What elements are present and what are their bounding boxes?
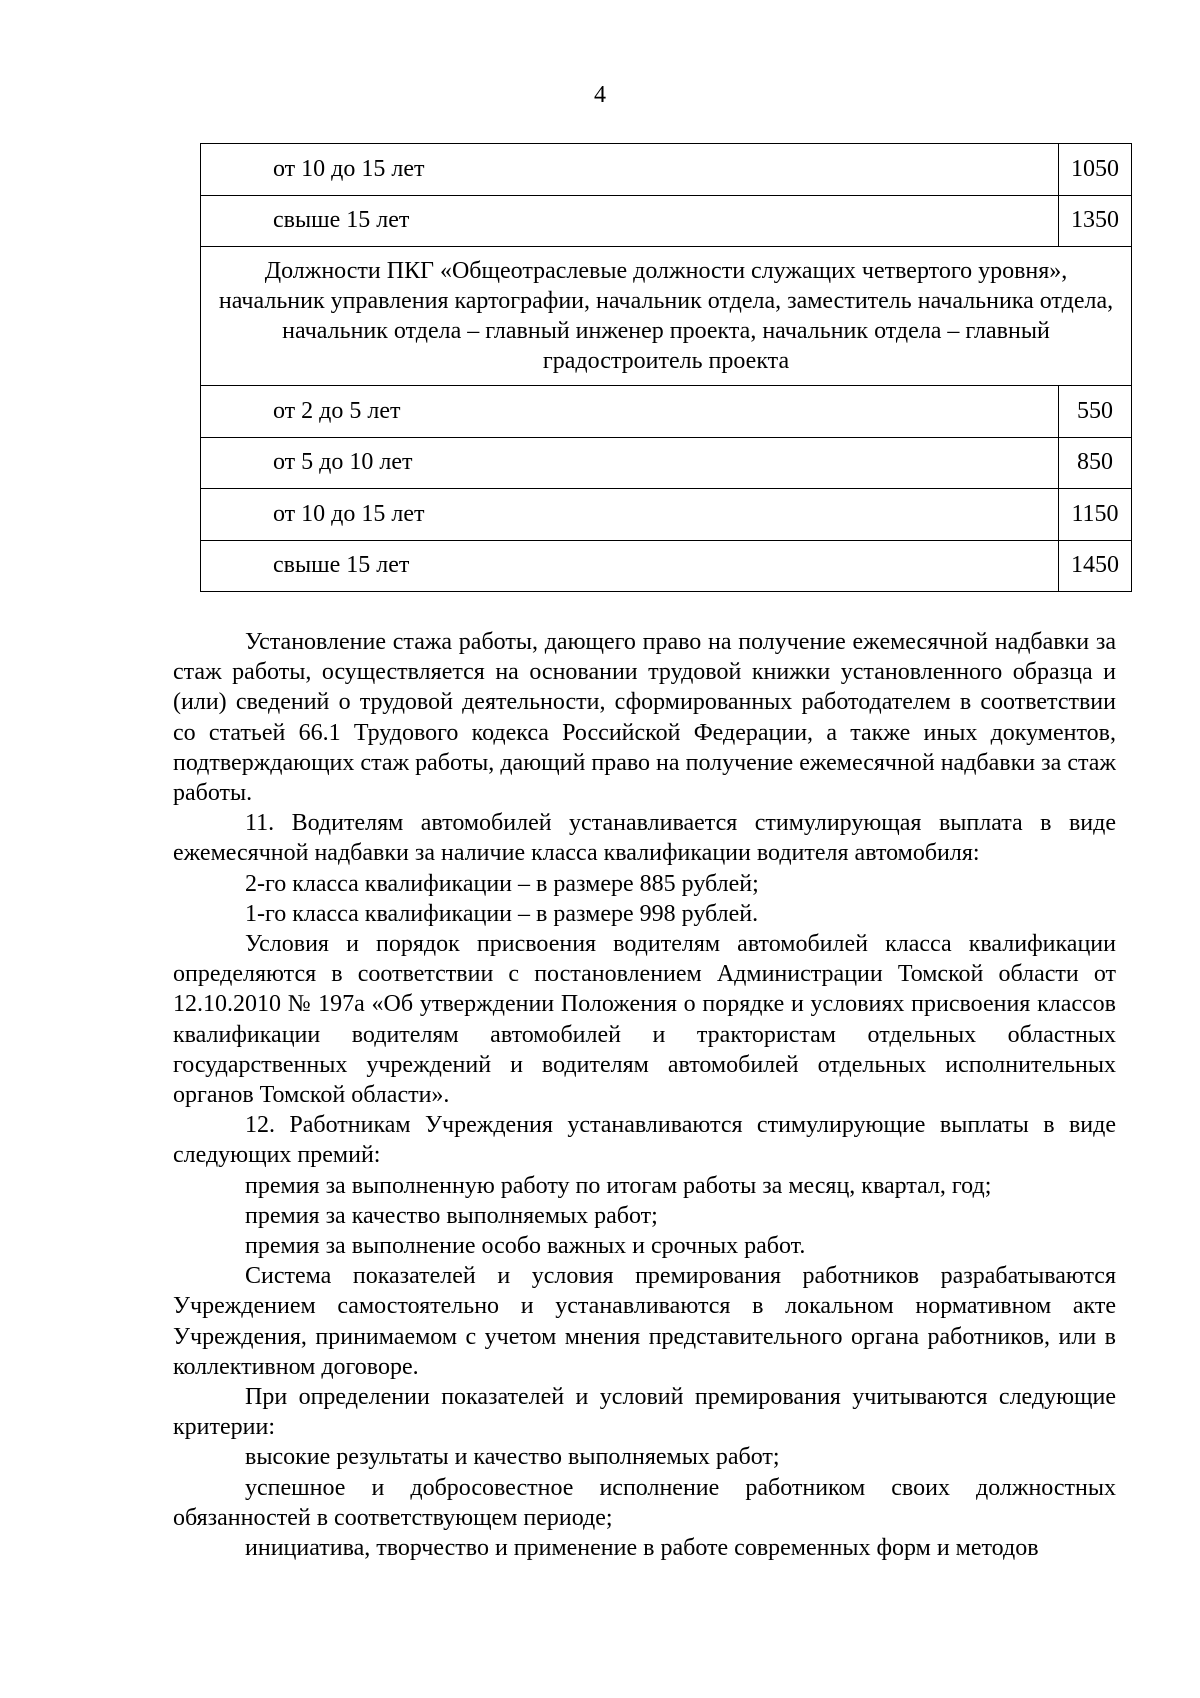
position-group-header: Должности ПКГ «Общеотраслевые должности служащих четвертого уровня», начальник управления картографии, начальник отдела, заместитель начальника отдела, начальник отдела – главный инженер проекта, начальник отдела – главный градостроитель проекта [201,247,1132,386]
list-item: высокие результаты и качество выполняемых работ; [245,1444,780,1471]
amount-cell: 1450 [1059,540,1132,592]
period-cell: свыше 15 лет [201,540,1059,592]
list-item: успешное и добросовестное исполнение работником своих должностных обязанностей в соответствующем периоде; [173,1474,1116,1531]
table-group-row [201,247,1132,386]
paragraph-item-12: 12. Работникам Учреждения устанавливаются стимулирующие выплаты в виде следующих премий: [173,1112,1116,1169]
list-item: инициатива, творчество и применение в работе современных форм и методов [245,1535,1039,1562]
list-item: премия за выполненную работу по итогам работы за месяц, квартал, год; [245,1172,992,1199]
table-row [201,489,1132,541]
document-body [173,627,1116,1563]
list-item: премия за качество выполняемых работ; [245,1202,658,1229]
list-item: премия за выполнение особо важных и срочных работ. [245,1233,806,1260]
list-item: 1-го класса квалификации – в размере 998 рублей. [245,900,759,927]
amount-cell: 1050 [1059,144,1132,196]
table-row [201,437,1132,489]
table-row [201,540,1132,592]
amount-cell: 1150 [1059,489,1132,541]
paragraph-item-11: 11. Водителям автомобилей устанавливается стимулирующая выплата в виде ежемесячной надбавки за наличие класса квалификации водителя автомобиля: [173,810,1116,867]
amount-cell: 1350 [1059,195,1132,247]
table-row [201,386,1132,438]
period-cell: от 2 до 5 лет [201,386,1059,438]
period-cell: свыше 15 лет [201,195,1059,247]
period-cell: от 5 до 10 лет [201,437,1059,489]
paragraph-bonus-system: Система показателей и условия премирования работников разрабатываются Учреждением самостоятельно и устанавливаются в локальном нормативном акте Учреждения, принимаемом с учетом мнения представительного органа работников, или в коллективном договоре. [173,1263,1116,1380]
paragraph-criteria-intro: При определении показателей и условий премирования учитываются следующие критерии: [173,1384,1116,1441]
paragraph-qualification-conditions: Условия и порядок присвоения водителям автомобилей класса квалификации определяются в соответствии с постановлением Администрации Томской области от 12.10.2010 № 197а «Об утверждении Положения о порядке и условиях присвоения классов квалификации водителям автомобилей и трактористам отдельных областных государственных учреждений и водителям автомобилей отдельных исполнительных органов Томской области». [173,931,1116,1109]
table-row [201,195,1132,247]
seniority-bonus-table [200,143,1132,592]
amount-cell: 550 [1059,386,1132,438]
page-number: 4 [594,82,606,108]
list-item: 2-го класса квалификации – в размере 885 рублей; [245,870,759,897]
paragraph-seniority-basis: Установление стажа работы, дающего право на получение ежемесячной надбавки за стаж работы, осуществляется на основании трудовой книжки установленного образца и (или) сведений о трудовой деятельности, сформированных работодателем в соответствии со статьей 66.1 Трудового кодекса Российской Федерации, а также иных документов, подтверждающих стаж работы, дающий право на получение ежемесячной надбавки за стаж работы. [173,629,1116,807]
table-row [201,144,1132,196]
period-cell: от 10 до 15 лет [201,144,1059,196]
period-cell: от 10 до 15 лет [201,489,1059,541]
amount-cell: 850 [1059,437,1132,489]
